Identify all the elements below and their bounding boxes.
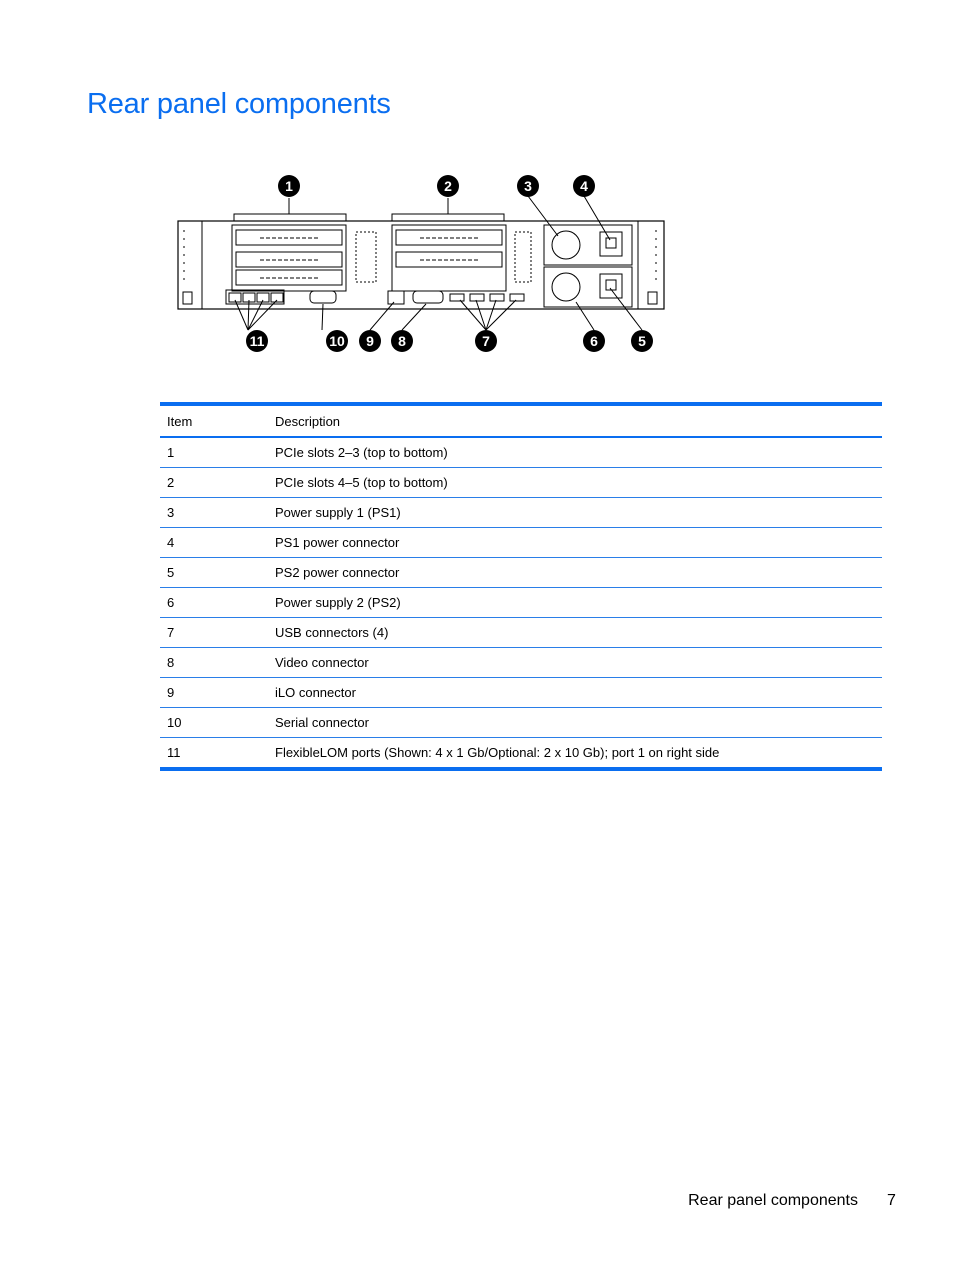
callout-label: 11	[249, 333, 265, 349]
rear-panel-figure	[170, 170, 670, 360]
callout-label: 4	[580, 178, 588, 194]
table-row	[160, 648, 882, 678]
page-number: 7	[887, 1192, 896, 1209]
header-item: Item	[160, 404, 268, 437]
item-cell: 8	[160, 648, 268, 678]
table-header-row	[160, 404, 882, 437]
description-cell: Power supply 1 (PS1)	[268, 498, 882, 528]
description-cell: PS2 power connector	[268, 558, 882, 588]
item-cell: 4	[160, 528, 268, 558]
item-cell: 7	[160, 618, 268, 648]
table-row	[160, 708, 882, 738]
rear-panel-diagram	[170, 170, 670, 360]
description-cell: Serial connector	[268, 708, 882, 738]
table-row	[160, 498, 882, 528]
description-cell: PS1 power connector	[268, 528, 882, 558]
description-cell: PCIe slots 4–5 (top to bottom)	[268, 468, 882, 498]
item-cell: 2	[160, 468, 268, 498]
callout-label: 7	[482, 333, 490, 349]
description-cell: USB connectors (4)	[268, 618, 882, 648]
item-cell: 9	[160, 678, 268, 708]
callout-label: 5	[638, 333, 646, 349]
item-cell: 11	[167, 745, 181, 760]
page-title: Rear panel components	[87, 88, 391, 120]
callout-label: 8	[398, 333, 406, 349]
callout-label: 3	[524, 178, 532, 194]
table-row	[160, 468, 882, 498]
item-cell: 3	[160, 498, 268, 528]
table-row	[160, 588, 882, 618]
callout-label: 10	[329, 333, 345, 349]
table-row	[160, 437, 882, 468]
table-row	[160, 558, 882, 588]
table-row	[160, 528, 882, 558]
table-row	[160, 678, 882, 708]
item-cell: 10	[160, 708, 268, 738]
description-cell: FlexibleLOM ports (Shown: 4 x 1 Gb/Optional: 2 x 10 Gb); port 1 on right side	[275, 745, 720, 760]
header-description: Description	[268, 404, 882, 437]
callout-label: 2	[444, 178, 452, 194]
components-table	[160, 402, 882, 771]
table-row	[160, 738, 882, 770]
item-cell: 1	[160, 437, 268, 468]
footer-section-title: Rear panel components	[688, 1192, 858, 1209]
description-cell: iLO connector	[268, 678, 882, 708]
callout-label: 6	[590, 333, 598, 349]
item-cell: 6	[160, 588, 268, 618]
description-cell: Video connector	[268, 648, 882, 678]
callout-label: 1	[285, 178, 293, 194]
item-cell: 5	[160, 558, 268, 588]
description-cell: PCIe slots 2–3 (top to bottom)	[268, 437, 882, 468]
table-row	[160, 618, 882, 648]
description-cell: Power supply 2 (PS2)	[268, 588, 882, 618]
callout-label: 9	[366, 333, 374, 349]
